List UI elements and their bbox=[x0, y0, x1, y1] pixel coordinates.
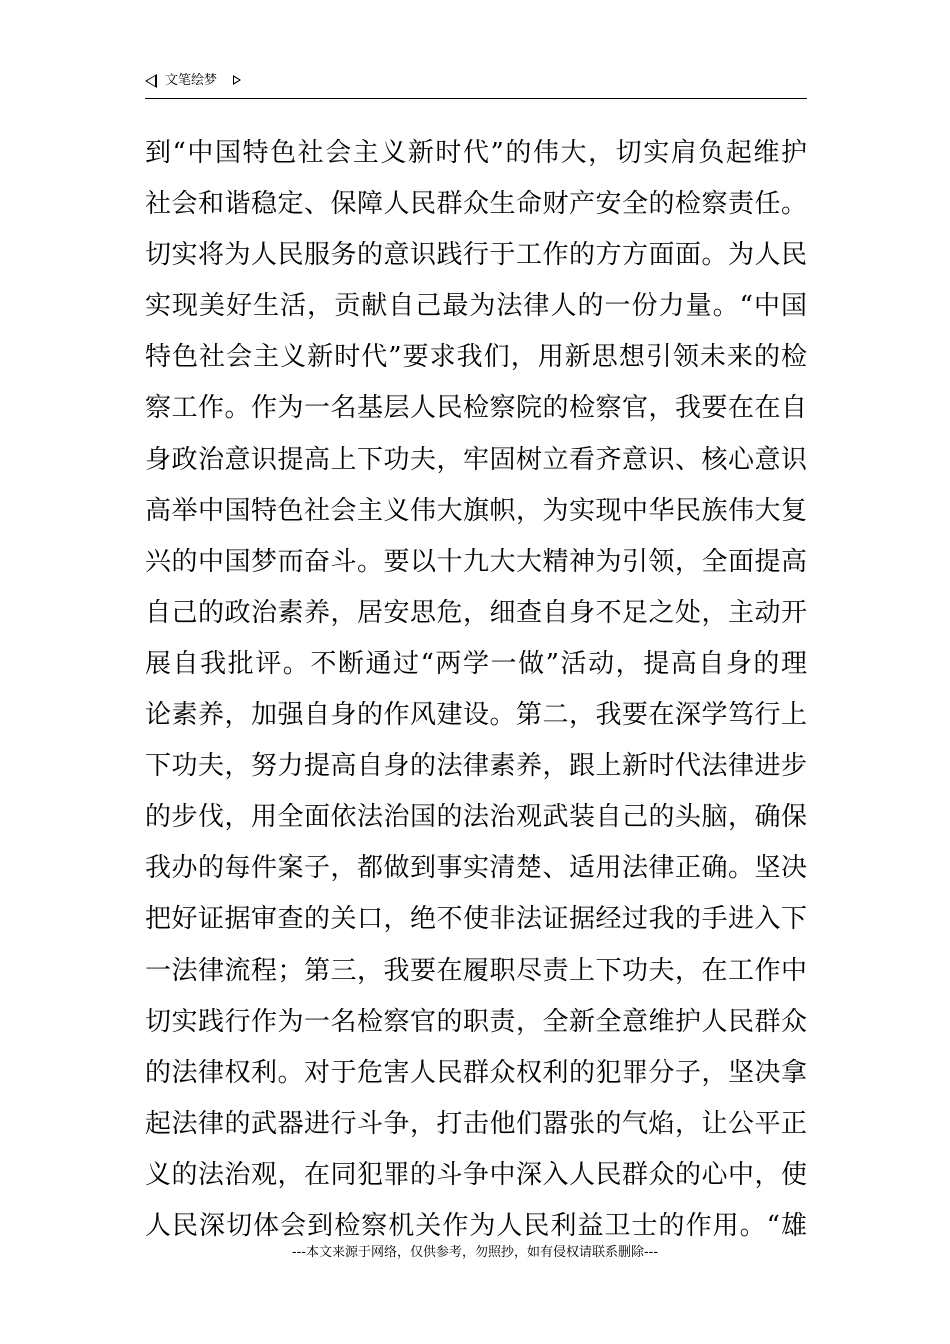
text-line: 自己的政治素养，居安思危，细查自身不足之处，主动开 bbox=[145, 597, 807, 628]
text-line: 身政治意识提高上下功夫，牢固树立看齐意识、核心意识 bbox=[145, 444, 807, 475]
text-line: 一法律流程；第三，我要在履职尽责上下功夫，在工作中 bbox=[145, 955, 807, 986]
text-line: 下功夫，努力提高自身的法律素养，跟上新时代法律进步 bbox=[145, 751, 807, 782]
page-header bbox=[145, 70, 807, 99]
text-line: 高举中国特色社会主义伟大旗帜，为实现中华民族伟大复 bbox=[145, 495, 807, 526]
text-line: 起法律的武器进行斗争，打击他们嚣张的气焰，让公平正 bbox=[145, 1108, 807, 1139]
document-body bbox=[145, 128, 807, 1252]
text-line: 兴的中国梦而奋斗。要以十九大大精神为引领，全面提高 bbox=[145, 546, 807, 577]
footer-notice: ---本文来源于网络，仅供参考，勿照抄，如有侵权请联系删除--- bbox=[291, 1245, 659, 1260]
text-line: 人民深切体会到检察机关作为人民利益卫士的作用。“雄 bbox=[145, 1210, 807, 1241]
left-triangle-icon bbox=[145, 74, 157, 88]
text-line: 我办的每件案子，都做到事实清楚、适用法律正确。坚决 bbox=[145, 853, 807, 884]
text-line: 社会和谐稳定、保障人民群众生命财产安全的检察责任。 bbox=[145, 189, 807, 220]
text-line: 的法律权利。对于危害人民群众权利的犯罪分子，坚决拿 bbox=[145, 1057, 807, 1088]
text-line: 特色社会主义新时代”要求我们，用新思想引领未来的检 bbox=[145, 342, 807, 373]
text-line: 展自我批评。不断通过“两学一做”活动，提高自身的理 bbox=[145, 648, 807, 679]
right-triangle-icon bbox=[233, 75, 241, 85]
text-line: 义的法治观，在同犯罪的斗争中深入人民群众的心中，使 bbox=[145, 1159, 807, 1190]
text-line: 把好证据审查的关口，绝不使非法证据经过我的手进入下 bbox=[145, 904, 807, 935]
text-line: 的步伐，用全面依法治国的法治观武装自己的头脑，确保 bbox=[145, 802, 807, 833]
text-line: 切实践行作为一名检察官的职责，全新全意维护人民群众 bbox=[145, 1006, 807, 1037]
text-line: 实现美好生活，贡献自己最为法律人的一份力量。“中国 bbox=[145, 291, 807, 322]
text-line: 到“中国特色社会主义新时代”的伟大，切实肩负起维护 bbox=[145, 138, 807, 168]
text-line: 切实将为人民服务的意识践行于工作的方方面面。为人民 bbox=[145, 240, 807, 271]
text-line: 察工作。作为一名基层人民检察院的检察官，我要在在自 bbox=[145, 393, 807, 424]
header-brand: 文笔绘梦 bbox=[165, 73, 218, 88]
text-line: 论素养，加强自身的作风建设。第二，我要在深学笃行上 bbox=[145, 700, 807, 731]
